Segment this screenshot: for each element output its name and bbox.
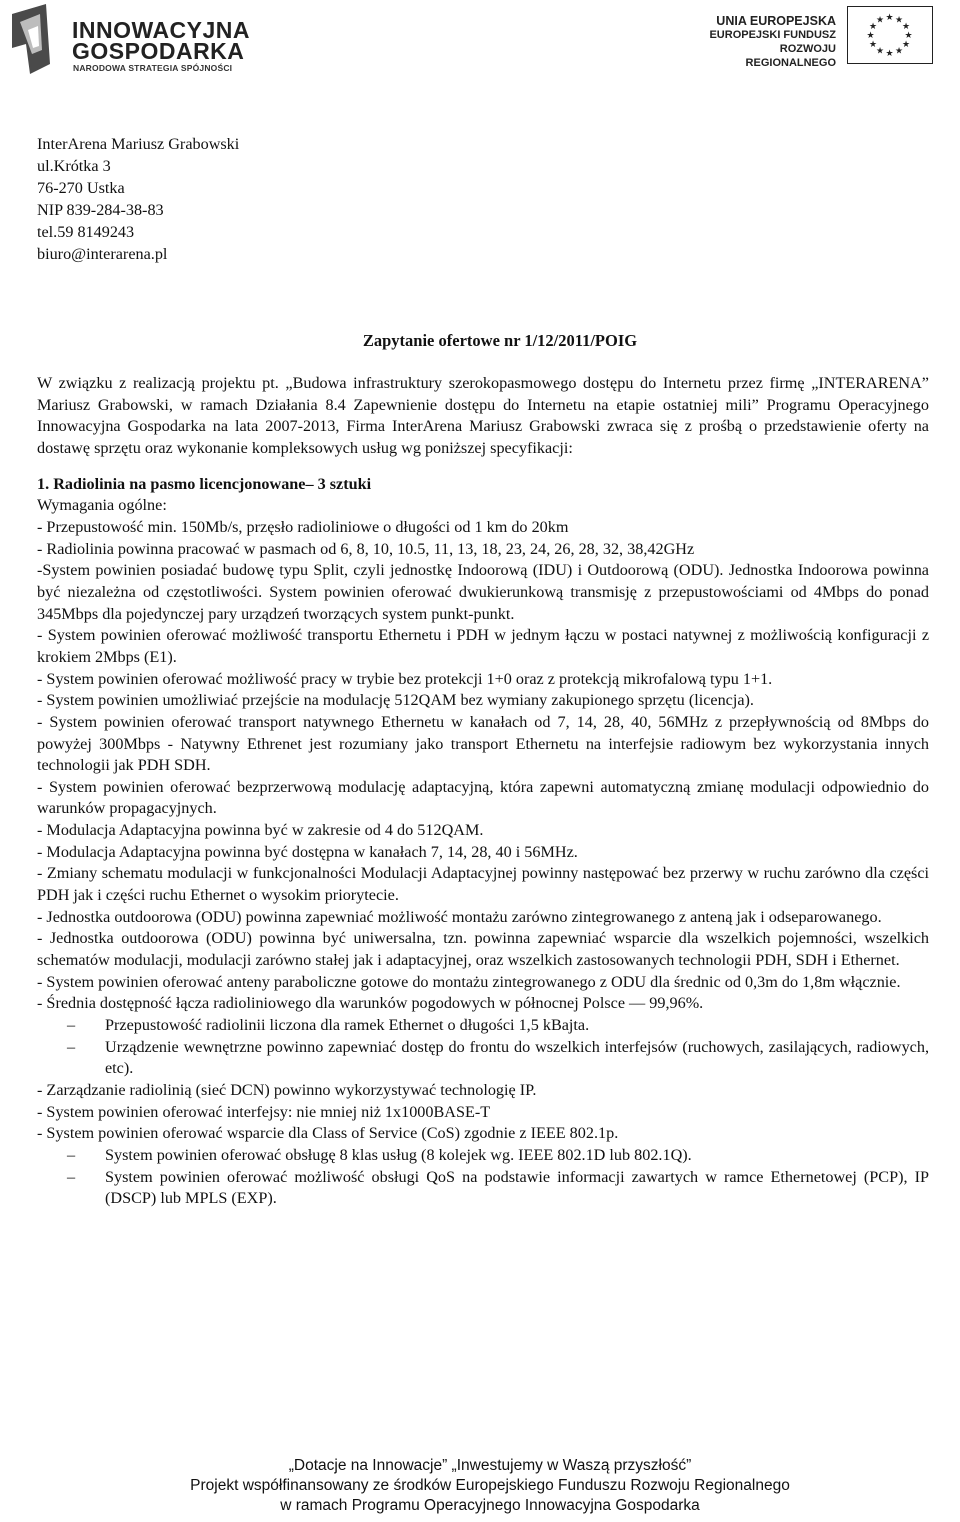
list-item: - System powinien umożliwiać przejście na modulację 512QAM bez wymiany zakupionego sprzętu (licencja). [37,691,754,710]
list-item: - System powinien oferować anteny paraboliczne gotowe do montażu zintegrowanego z ODU dla średnic od 0,3m do 1,8m włącznie. [37,972,901,991]
svg-text:★: ★ [901,22,911,32]
dash-item [37,1167,929,1210]
list-item: - Modulacja Adaptacyjna powinna być w zakresie od 4 do 512QAM. [37,821,484,840]
list-item: - Jednostka outdoorowa (ODU) powinna być uniwersalna, tzn. powinna zapewniać wsparcie dla wszelkich pojemności, wszelkich schematów modulacji, modulacji zarówno stałej jak i adaptacyjnej, oraz wszelkich zastosowanych technologii PDH, SDH i Ethernet. [37,929,929,970]
svg-text:★: ★ [885,49,894,59]
list-item: - System powinien oferować wsparcie dla Class of Service (CoS) zgodnie z IEEE 802.1p. [37,1124,619,1143]
list-item: - System powinien oferować możliwość transportu Ethernetu i PDH w jednym łączu w postaci natywnej z możliwością konfiguracji z krokiem 2Mbps (E1). [37,626,929,666]
dash-marker: – [67,1167,76,1186]
street: ul.Krótka 3 [37,157,111,175]
logo-line-3: NARODOWA STRATEGIA SPÓJNOŚCI [73,63,233,73]
list-item: - System powinien oferować transport natywnego Ethernetu w kanałach od 7, 14, 28, 40, 56MHz z przepływnością od 8Mbps do powyżej 300Mbps - Natywny Ethrenet jest rozumiany jako transport Ethernetu na interfejsie radiowym bez wykorzystania innych technologii jak PDH SDH. [37,712,929,775]
dash-item-text: Przepustowość radiolinii liczona dla ramek Ethernet o długości 1,5 kBajta. [105,1016,590,1035]
requirements-list [37,517,929,1015]
dash-marker: – [67,1145,76,1164]
footer-line-2: Projekt współfinansowany ze środków Europejskiego Funduszu Rozwoju Regionalnego [190,1477,790,1494]
sender-address [37,133,239,265]
innovation-arrow-logo-icon [6,4,56,74]
footer-line-1: „Dotacje na Innowacje” „Inwestujemy w Waszą przyszłość” [288,1457,692,1474]
dash-list-2 [37,1145,929,1210]
list-item: - Zarządzanie radiolinią (sieć DCN) powinno wykorzystywać technologię IP. [37,1081,537,1099]
list-item: - System powinien oferować bezprzerwową modulację adaptacyjną, która zapewni automatyczną zmianę modulacji odpowiednio do warunków propagacyjnych. [37,777,929,818]
dash-item-text: System powinien oferować obsługę 8 klas usług (8 kolejek wg. IEEE 802.1D lub 802.1Q). [105,1145,692,1164]
dash-item [37,1037,929,1080]
dash-marker: – [67,1037,76,1056]
section-subheading: Wymagania ogólne: [37,496,167,515]
list-item: -System powinien posiadać budowę typu Split, czyli jednostkę Indoorową (IDU) i Outdoorową (ODU). Jednostka Indoorowa powinna być niezależna od częstotliwości. System powinien oferować dwukierunkową transmisję z przepustowościami od 4Mbps do ponad 345Mbps dla pojedynczej pary urządzeń tworzących system punkt-punkt. [37,561,929,623]
dash-item [37,1145,929,1167]
list-item: - System powinien oferować interfejsy: nie mniej niż 1x1000BASE-T [37,1102,491,1121]
phone: tel.59 8149243 [37,223,135,241]
svg-text:★: ★ [866,31,875,41]
section-heading: 1. Radiolinia na pasmo licencjonowane– 3 sztuki [37,474,372,493]
eu-logo-text [696,14,836,70]
list-item: - Jednostka outdoorowa (ODU) powinna zapewniać możliwość montażu zarówno zintegrowanego z anteną jak i odseparowanego. [37,907,882,926]
svg-text:★: ★ [894,46,904,57]
innowacyjna-gospodarka-logo [6,4,251,74]
svg-text:★: ★ [868,40,878,50]
svg-text:★: ★ [901,40,911,50]
eu-flag-icon [847,6,933,64]
logo-line-1: INNOWACYJNA [72,17,251,43]
list-item: - Przepustowość min. 150Mb/s, przęsło radioliniowe o długości od 1 km do 20km [37,517,569,536]
svg-text:★: ★ [868,22,878,32]
intro-paragraph: W związku z realizacją projektu pt. „Budowa infrastruktury szerokopasmowego dostępu do Internetu przez firmę „INTERARENA” Mariusz Grabowski, w ramach Działania 8.4 Zapewnienie dostępu do Internetu na etapie ostatniej mili” Programu Operacyjnego Innowacyjna Gospodarka na lata 2007-2013, Firma InterArena Mariusz Grabowski zwraca się z prośbą o przedstawienie oferty na dostawę sprzętu oraz wykonanie kompleksowych usług wg poniższej specyfikacji: [37,374,929,457]
list-item: - Radiolinia powinna pracować w pasmach od 6, 8, 10, 10.5, 11, 13, 18, 23, 24, 26, 28, 32, 38,42GHz [37,539,695,558]
dash-item-text: Urządzenie wewnętrzne powinno zapewniać dostęp do frontu do wszelkich interfejsów (ruchowych, zasilających, radiowych, etc). [105,1037,929,1078]
list-item: - Średnia dostępność łącza radioliniowego dla warunków pogodowych w północnej Polsce — 99,96%. [37,994,704,1013]
email: biuro@interarena.pl [37,245,168,263]
dash-list-1 [37,1015,929,1080]
list-item: - System powinien oferować możliwość pracy w trybie bez protekcji 1+0 oraz z protekcją mikrofalową typu 1+1. [37,669,773,688]
svg-text:★: ★ [885,13,894,23]
document-title: Zapytanie ofertowe nr 1/12/2011/POIG [362,331,638,350]
list-item: - Zmiany schematu modulacji w funkcjonalności Modulacji Adaptacyjnej powinny następować bez przerwy w ruchu zarówno dla części PDH jak i części ruchu Ethernet o wysokim priorytecie. [37,864,929,905]
list-item: - Modulacja Adaptacyjna powinna być dostępna w kanałach 7, 14, 28, 40 i 56MHz. [37,842,578,861]
company-name: InterArena Mariusz Grabowski [37,135,240,153]
svg-text:★: ★ [875,15,885,26]
logo-line-2: GOSPODARKA [72,38,245,64]
dash-item [37,1015,929,1037]
svg-text:★: ★ [875,46,885,57]
svg-text:★: ★ [904,31,913,41]
nip: NIP 839-284-38-83 [37,201,164,219]
eu-stars-icon [848,7,931,62]
footer-line-3: w ramach Programu Operacyjnego Innowacyjna Gospodarka [280,1497,700,1514]
requirements-list-2 [37,1080,929,1145]
dash-item-text: System powinien oferować możliwość obsługi QoS na podstawie informacji zawartych w ramce Ethernetowej (PCP), IP (DSCP) lub MPLS (EXP). [105,1167,929,1208]
footer [0,1456,960,1516]
dash-marker: – [67,1016,76,1035]
eu-logo [696,6,936,69]
eu-logo-line-2: EUROPEJSKI FUNDUSZ [709,29,836,41]
city: 76-270 Ustka [37,179,125,197]
svg-text:★: ★ [894,15,904,26]
eu-logo-line-3: ROZWOJU REGIONALNEGO [745,43,836,69]
document-body [37,373,929,1210]
eu-logo-line-1: UNIA EUROPEJSKA [716,14,836,28]
